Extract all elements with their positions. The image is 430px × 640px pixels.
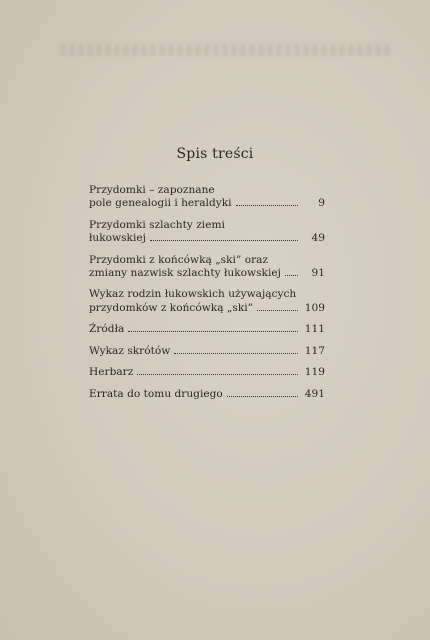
toc-entry-text: zmiany nazwisk szlachty łukowskiej xyxy=(89,266,281,279)
toc-entry-text: Errata do tomu drugiego xyxy=(89,387,223,400)
toc-entry xyxy=(89,184,325,210)
toc-entry-text: Źródła xyxy=(89,323,125,336)
dot-leader xyxy=(150,239,298,241)
dot-leader xyxy=(128,330,298,332)
toc-entry-text: Przydomki – zapoznane xyxy=(89,184,215,196)
dot-leader xyxy=(137,373,298,375)
toc-entry xyxy=(89,219,325,245)
toc-entry xyxy=(89,323,325,336)
toc-entry xyxy=(89,345,325,358)
toc-page-number: 111 xyxy=(304,323,325,336)
toc-entry-text: przydomków z końcówką „ski” xyxy=(89,301,254,314)
page-title: Spis treści xyxy=(176,146,254,162)
dot-leader xyxy=(174,352,298,354)
toc-entry-text: pole genealogii i heraldyki xyxy=(89,197,232,210)
dot-leader xyxy=(257,309,298,311)
toc-entry-text: Wykaz skrótów xyxy=(89,344,171,357)
dot-leader xyxy=(236,204,298,206)
toc-entry-text: łukowskiej xyxy=(89,232,146,244)
toc-page-number: 117 xyxy=(304,344,325,357)
dot-leader xyxy=(227,395,298,397)
toc-page-number: 9 xyxy=(318,197,325,210)
dot-leader xyxy=(285,274,298,276)
toc-page-number: 49 xyxy=(311,232,325,244)
toc-entry xyxy=(89,366,325,379)
toc-entry xyxy=(89,288,325,314)
toc-entry xyxy=(89,254,325,280)
toc-entry-text: Wykaz rodzin łukowskich używających xyxy=(89,288,297,301)
table-of-contents xyxy=(89,184,325,410)
toc-entry-text: Herbarz xyxy=(89,366,134,379)
toc-page-number: 491 xyxy=(304,387,325,400)
toc-entry xyxy=(89,388,325,401)
toc-page-number: 119 xyxy=(304,366,325,379)
toc-page-number: 91 xyxy=(311,266,325,279)
toc-entry-text: Przydomki szlachty ziemi xyxy=(89,218,225,231)
show-through-text xyxy=(60,44,390,56)
toc-entry-text: Przydomki z końcówką „ski” oraz xyxy=(89,253,269,266)
toc-page-number: 109 xyxy=(304,301,325,314)
